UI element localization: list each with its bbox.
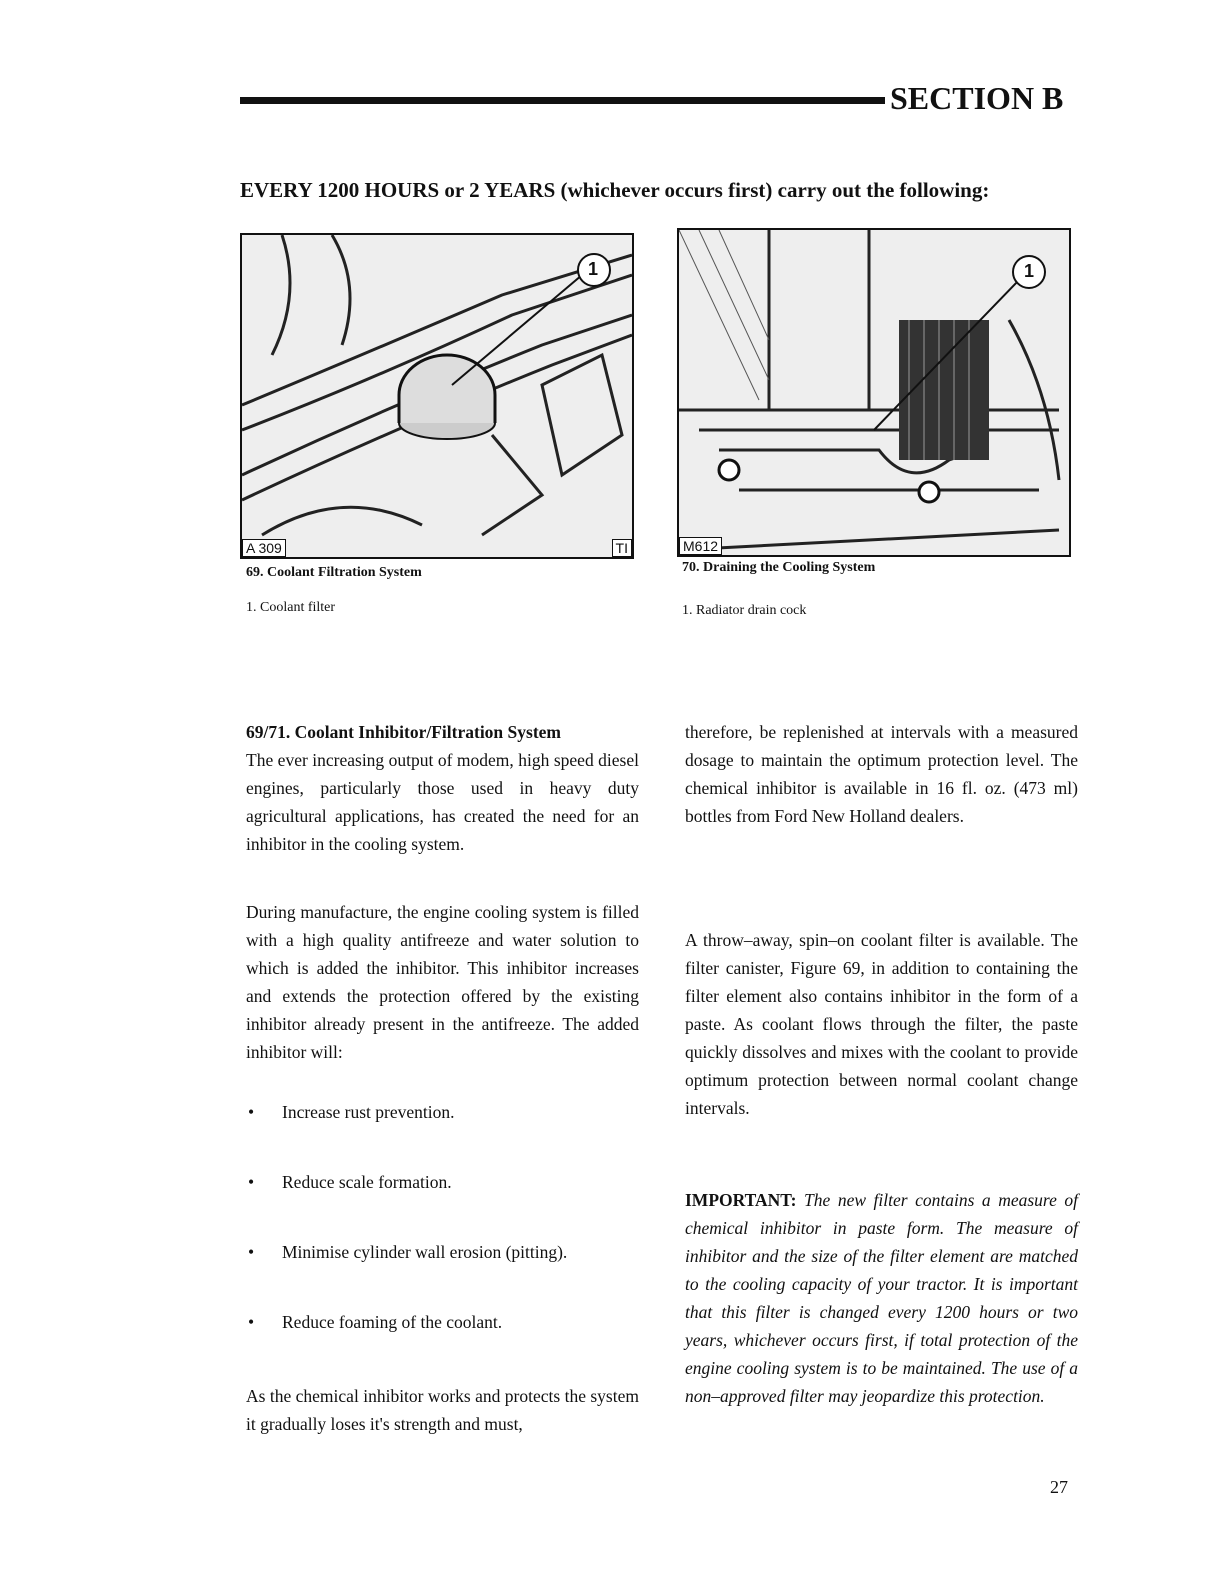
right-paragraph-2: A throw–away, spin–on coolant filter is available. The filter canister, Figure 69, in addition to containing the filter element also contains inhibitor in the form of a paste. As coolant flows through the filter, the paste quickly dissolves and mixes with the coolant to provide optimum protection between normal coolant change intervals. [685, 930, 1078, 1118]
left-paragraph-1: The ever increasing output of modem, high speed diesel engines, particularly those used in heavy duty agricultural applications, has created the need for an inhibitor in the cooling system. [246, 750, 639, 854]
left-paragraph-2: During manufacture, the engine cooling system is filled with a high quality antifreeze and water solution to which is added the inhibitor. This inhibitor increases and extends the protection offered by the existing inhibitor already present in the antifreeze. The added inhibitor will: [246, 902, 639, 1062]
bullet-text: Reduce scale formation. [282, 1172, 452, 1192]
figure-70-callout: 1 [1024, 261, 1035, 281]
left-column-intro [246, 718, 639, 858]
figure-70-legend: 1. Radiator drain cock [682, 603, 807, 618]
figure-70-illustration [677, 228, 1071, 557]
important-text: The new filter contains a measure of chemical inhibitor in paste form. The measure of inhibitor and the size of the filter element are matched to the cooling capacity of your tractor. It is important that this filter is changed every 1200 hours or two years, whichever occurs first, if total protection of the engine cooling system is to be maintained. The use of a non–approved filter may jeopardize this protection. [685, 1190, 1078, 1406]
bullet-item: • Increase rust prevention. [248, 1102, 455, 1122]
figure-70-code: M612 [679, 537, 722, 555]
section-heading: 69/71. Coolant Inhibitor/Filtration System [246, 722, 562, 742]
bullet-item: • Reduce scale formation. [248, 1172, 452, 1192]
figure-69-caption: 69. Coolant Filtration System [246, 565, 422, 580]
header-rule [240, 97, 885, 104]
bullet-text: Reduce foaming of the coolant. [282, 1312, 503, 1332]
figure-69-illustration [240, 233, 634, 559]
page-headline: EVERY 1200 HOURS or 2 YEARS (whichever occurs first) carry out the following: [240, 178, 990, 202]
bullet-text: Increase rust prevention. [282, 1102, 455, 1122]
section-title: SECTION B [890, 80, 1064, 116]
figure-70-caption: 70. Draining the Cooling System [682, 560, 876, 575]
important-label: IMPORTANT: [685, 1190, 797, 1210]
figure-69-code: A 309 [242, 539, 286, 557]
figure-69-callout: 1 [588, 259, 599, 279]
radiator-drain-drawing [679, 230, 1069, 555]
left-paragraph-3: As the chemical inhibitor works and protects the system it gradually loses it's strength and must, [246, 1386, 639, 1434]
right-paragraph-1: therefore, be replenished at intervals with a measured dosage to maintain the optimum protection level. The chemical inhibitor is available in 16 fl. oz. (473 ml) bottles from Ford New Holland dealers. [685, 722, 1078, 826]
figure-69-legend: 1. Coolant filter [246, 600, 336, 615]
engine-filter-drawing [242, 235, 632, 557]
bullet-item: • Minimise cylinder wall erosion (pitting). [248, 1242, 568, 1262]
figure-69-code-right: TI [612, 539, 632, 557]
bullet-item: • Reduce foaming of the coolant. [248, 1312, 503, 1332]
page-number: 27 [1050, 1477, 1068, 1497]
bullet-text: Minimise cylinder wall erosion (pitting). [282, 1242, 568, 1262]
important-note [685, 1186, 1078, 1410]
